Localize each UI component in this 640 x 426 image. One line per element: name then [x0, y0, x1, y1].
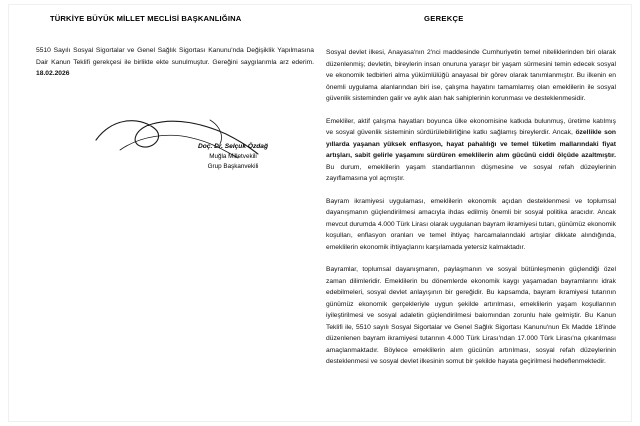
- rationale-p3-run-0: Bayram ikramiyesi uygulaması, emeklilerin ekonomik açıdan desteklenmesi ve toplumsal dayanışmanın güçlendirilmesi amacıyla ihdas edilmiş önemli bir sosyal politika aracıdır. Ancak mevcut durumda 4.000 Türk Lirası olarak uygulanan bayram ikramiyesi tutarı, günümüz ekonomik koşulları, enflasyon oranları ve temel ihtiyaç harcamalarındaki artışlar dikkate alındığında, emeklilerin ekonomik ihtiyaçlarını karşılamada yetersiz kalmaktadır.: [326, 197, 616, 251]
- rationale-paragraph-2: [326, 116, 616, 185]
- submission-date: 18.02.2026: [36, 70, 70, 78]
- signature-block: [36, 114, 314, 200]
- rationale-p2-run-2: Bu durum, emeklilerin yaşam standartlarının düşmesine ve sosyal refah düzeylerinin zayıflamasına yol açmıştır.: [326, 163, 616, 183]
- signatory-role-1: Muğla Milletvekili: [209, 153, 257, 161]
- rationale-title: GEREKÇE: [424, 14, 464, 23]
- signature-lines: [158, 142, 308, 173]
- addressee-title: TÜRKİYE BÜYÜK MİLLET MECLİSİ BAŞKANLIĞINA: [50, 14, 242, 23]
- rationale-p1-run-0: Sosyal devlet ilkesi, Anayasa'nın 2'nci maddesinde Cumhuriyetin temel niteliklerinden biri olarak düzenlenmiş; devletin, bireylerin insan onuruna yaraşır bir yaşam sürmesini temin edecek sosyal ve ekonomik tedbirleri alma yükümlülüğü anayasal bir görev olarak tanımlanmıştır. Bu ilkenin en önemli uygulama alanlarından biri ise, çalışma hayatını tamamlamış olan emeklilerin ile sosyal güvenlik sisteminden galir ve aylık alan hak sahiplerinin korunması ve desteklenmesidir.: [326, 49, 616, 103]
- page-bottom-spacer: [326, 379, 616, 389]
- left-column: [36, 14, 314, 200]
- signatory-role-2: Grup Başkanvekili: [207, 163, 259, 171]
- cover-letter-body: [36, 45, 314, 80]
- rationale-paragraph-1: [326, 47, 616, 105]
- rationale-p4-run-0: Bayramlar, toplumsal dayanışmanın, paylaşmanın ve sosyal bütünleşmenin güçlendiği özel zaman dilimleridir. Emeklilerin bu dönemlerde ekonomik kaygı yaşamadan bayramlarını idrak edebilmeleri, sosyal devlet anlayışının bir gereğidir. Bu kapsamda, bayram ikramiyesi tutarının günümüz ekonomik gerçekleriyle uygun şekilde artırılması, emeklilerin yaşam koşullarının iyileştirilmesi ve sosyal adaletin güçlendirilmesi bakımından zorunlu hale gelmiştir. Bu Kanun Teklifi ile, 5510 sayılı Sosyal Sigortalar ve Genel Sağlık Sigortası Kanunu'nun Ek Madde 18'inde düzenlenen bayram ikramiyesi tutarının 4.000 Türk Lirası'ndan 17.000 Türk Lirası'na çıkarılması amaçlanmaktadır. Böylece emeklilerin alım gücünün artırılması, sosyal refah düzeylerinin desteklenmesi ve sosyal devlet ilkesinin somut bir şekilde hayata geçirilmesi hedeflenmektedir.: [326, 266, 616, 366]
- right-column: [326, 14, 616, 389]
- rationale-p2-run-1-emphasis: özellikle son yıllarda yaşanan yüksek enflasyon, hayat pahalılığı ve temel tüketim mallarındaki fiyat artışları, sabit gelirle yaşamını sürdüren emeklilerin alım gücünü ciddi ölçüde azaltmıştır.: [326, 129, 616, 160]
- signatory-name: Doç. Dr. Selçuk Özdağ: [198, 142, 268, 150]
- rationale-paragraph-3: [326, 196, 616, 254]
- cover-letter-text: 5510 Sayılı Sosyal Sigortalar ve Genel Sağlık Sigortası Kanunu'nda Değişiklik Yapılmasına Dair Kanun Teklifi gerekçesi ile birlikte ekte sunulmuştur. Gereğini saygılarımla arz ederim.: [36, 47, 314, 66]
- rationale-paragraph-4: [326, 264, 616, 368]
- rationale-p2-run-0: Emekliler, aktif çalışma hayatları boyunca ülke ekonomisine katkıda bulunmuş, üretime katılmış ve sosyal güvenlik sisteminin sürdürülebilirliğine katkı sağlamış bireylerdir. Ancak,: [326, 117, 616, 137]
